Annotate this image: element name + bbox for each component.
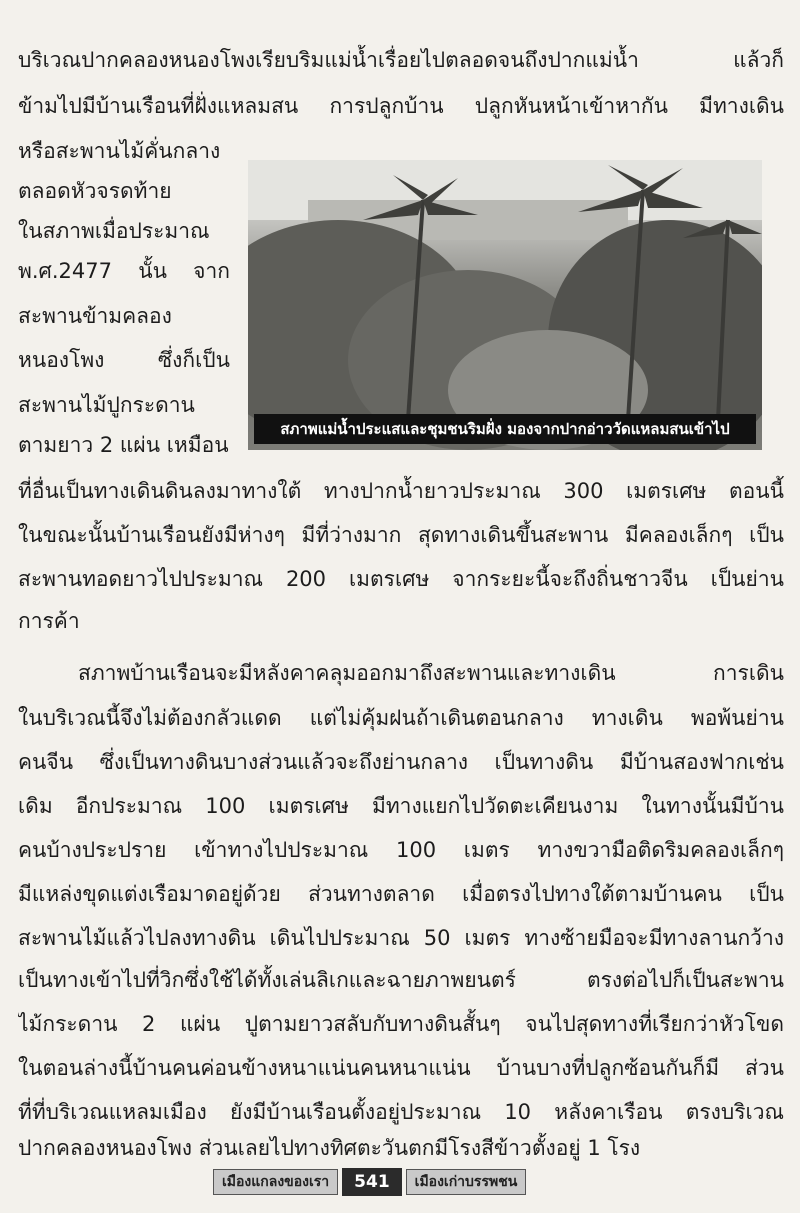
text-line: ข้ามไปมีบ้านเรือนที่ฝั่งแหลมสน การปลูกบ้าน ปลูกหันหน้าเข้าหากัน มีทางเดิน: [18, 94, 784, 118]
text-line: ที่อื่นเป็นทางเดินดินลงมาทางใต้ ทางปากน้ำยาวประมาณ 300 เมตรเศษ ตอนนี้: [18, 479, 784, 503]
text-line: สะพานไม้แล้วไปลงทางดิน เดินไปประมาณ 50 เมตร ทางซ้ายมือจะมีทางลานกว้าง: [18, 926, 784, 950]
page-number: 541: [342, 1168, 402, 1196]
text-line: ในขณะนั้นบ้านเรือนยังมีห่างๆ มีที่ว่างมาก สุดทางเดินขึ้นสะพาน มีคลองเล็กๆ เป็น: [18, 523, 784, 547]
text-line: ในตอนล่างนี้บ้านคนค่อนข้างหนาแน่นคนหนาแน่น บ้านบางที่ปลูกซ้อนกันก็มี ส่วน: [18, 1056, 784, 1080]
footer-book-title: เมืองแกลงของเรา: [213, 1169, 338, 1195]
text-line: คนบ้างประปราย เข้าทางไปประมาณ 100 เมตร ทางขวามือติดริมคลองเล็กๆ: [18, 838, 784, 862]
text-line: เป็นทางเข้าไปที่วิกซึ่งใช้ได้ทั้งเล่นลิเกและฉายภาพยนตร์ ตรงต่อไปก็เป็นสะพาน: [18, 968, 784, 992]
text-line: ในบริเวณนี้จึงไม่ต้องกลัวแดด แต่ไม่คุ้มฝนถ้าเดินตอนกลาง ทางเดิน พอพ้นย่าน: [18, 706, 784, 730]
photo-scene: [248, 160, 762, 450]
text-line: การค้า: [18, 609, 80, 633]
text-line: ตามยาว 2 แผ่น เหมือน: [18, 433, 229, 457]
text-line: ตลอดหัวจรดท้าย: [18, 179, 172, 203]
text-line: สะพานข้ามคลอง: [18, 304, 172, 328]
river-photo: [248, 160, 762, 450]
text-line: ปากคลองหนองโพง ส่วนเลยไปทางทิศตะวันตกมีโรงสีข้าวตั้งอยู่ 1 โรง: [18, 1136, 641, 1160]
text-line: คนจีน ซึ่งเป็นทางดินบางส่วนแล้วจะถึงย่านกลาง เป็นทางดิน มีบ้านสองฟากเช่น: [18, 750, 784, 774]
photo-caption: สภาพแม่น้ำประแสและชุมชนริมฝั่ง มองจากปากอ่าววัดแหลมสนเข้าไป: [254, 414, 756, 444]
text-line: พ.ศ.2477 นั้น จาก: [18, 259, 230, 283]
text-line: สะพานไม้ปูกระดาน: [18, 393, 195, 417]
text-line: มีแหล่งขุดแต่งเรือมาดอยู่ด้วย ส่วนทางตลาด เมื่อตรงไปทางใต้ตามบ้านคน เป็น: [18, 882, 784, 906]
text-line: ในสภาพเมื่อประมาณ: [18, 219, 210, 243]
text-line: เดิม อีกประมาณ 100 เมตรเศษ มีทางแยกไปวัดตะเคียนงาม ในทางนั้นมีบ้าน: [18, 794, 784, 818]
paragraph-first-line: สภาพบ้านเรือนจะมีหลังคาคลุมออกมาถึงสะพานและทางเดิน การเดิน: [78, 661, 784, 685]
text-line: สะพานทอดยาวไปประมาณ 200 เมตรเศษ จากระยะนี้จะถึงถิ่นชาวจีน เป็นย่าน: [18, 567, 784, 591]
text-line: หนองโพง ซึ่งก็เป็น: [18, 348, 230, 372]
page-footer: [213, 1167, 553, 1197]
footer-chapter-title: เมืองเก่าบรรพชน: [406, 1169, 527, 1195]
text-line: หรือสะพานไม้คั่นกลาง: [18, 139, 221, 163]
text-line: ไม้กระดาน 2 แผ่น ปูตามยาวสลับกับทางดินสั้นๆ จนไปสุดทางที่เรียกว่าหัวโขด: [18, 1012, 784, 1036]
text-line: บริเวณปากคลองหนองโพงเรียบริมแม่น้ำเรื่อยไปตลอดจนถึงปากแม่น้ำ แล้วก็: [18, 48, 784, 72]
text-line: ที่ที่บริเวณแหลมเมือง ยังมีบ้านเรือนตั้งอยู่ประมาณ 10 หลังคาเรือน ตรงบริเวณ: [18, 1100, 784, 1124]
